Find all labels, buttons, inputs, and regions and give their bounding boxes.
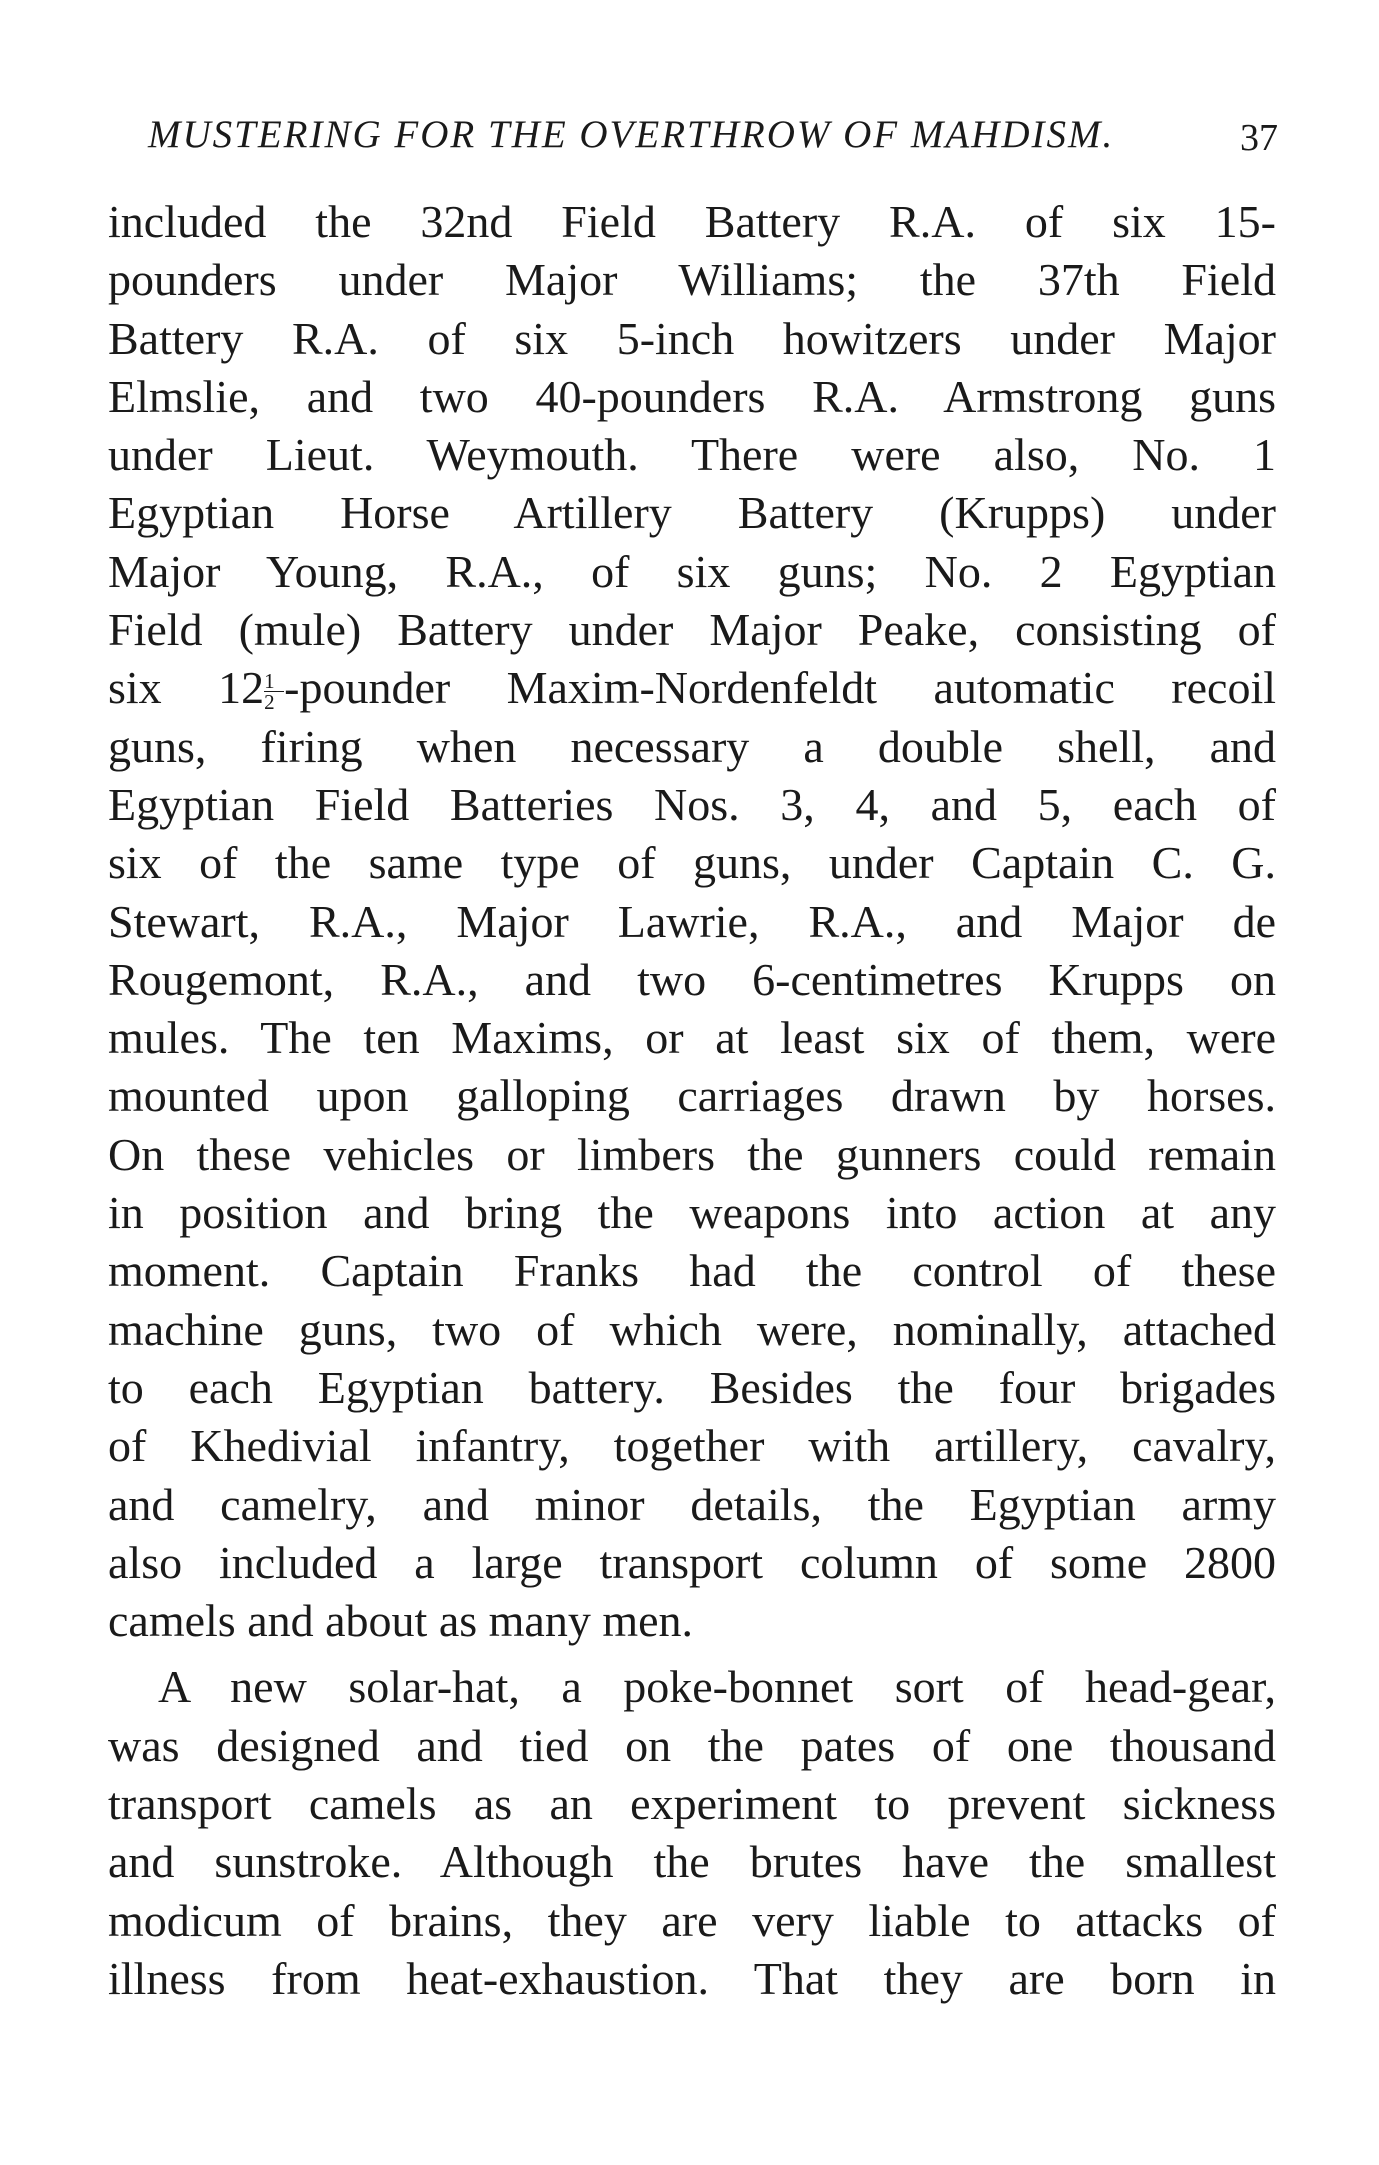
text-line: On these vehicles or limbers the gunners could remain — [108, 1128, 1276, 1180]
text-line-paragraph-end: camels and about as many men. — [108, 1595, 694, 1647]
body-text — [108, 193, 1276, 2008]
text-line: mules. The ten Maxims, or at least six of them, were — [108, 1012, 1276, 1064]
text-line: Stewart, R.A., Major Lawrie, R.A., and Major de — [108, 895, 1276, 947]
text-line-with-fraction — [108, 659, 1276, 717]
text-line: illness from heat-exhaustion. That they are born in — [108, 1952, 1276, 2004]
text-line: transport camels as an experiment to prevent sickness — [108, 1778, 1276, 1830]
text-segment: -pounder Maxim-Nordenfeldt automatic recoil — [284, 662, 1277, 714]
page-number: 37 — [1240, 117, 1278, 159]
text-line: of Khedivial infantry, together with artillery, cavalry, — [108, 1420, 1276, 1472]
text-line: Egyptian Horse Artillery Battery (Krupps) under — [108, 487, 1276, 539]
text-segment: six 12 — [108, 662, 265, 714]
text-line: pounders under Major Williams; the 37th Field — [108, 254, 1276, 306]
text-line: in position and bring the weapons into action at any — [108, 1187, 1276, 1239]
text-line: Battery R.A. of six 5-inch howitzers under Major — [108, 312, 1276, 364]
text-line: was designed and tied on the pates of one thousand — [108, 1719, 1276, 1771]
text-line: moment. Captain Franks had the control of these — [108, 1245, 1276, 1297]
running-title: MUSTERING FOR THE OVERTHROW OF MAHDISM. — [148, 113, 1115, 156]
text-line: included the 32nd Field Battery R.A. of six 15- — [108, 196, 1276, 247]
text-line: Rougemont, R.A., and two 6-centimetres Krupps on — [108, 953, 1276, 1005]
text-line: also included a large transport column of some 2800 — [108, 1536, 1276, 1588]
text-line: Field (mule) Battery under Major Peake, consisting of — [108, 604, 1276, 656]
text-line: Elmslie, and two 40-pounders R.A. Armstrong guns — [108, 370, 1276, 422]
fraction-denominator: 2 — [264, 691, 284, 712]
text-line: modicum of brains, they are very liable to attacks of — [108, 1894, 1276, 1946]
text-line: and camelry, and minor details, the Egyptian army — [108, 1478, 1276, 1530]
text-line: Egyptian Field Batteries Nos. 3, 4, and 5, each of — [108, 778, 1276, 830]
text-line: guns, firing when necessary a double shell, and — [108, 720, 1276, 772]
fraction-one-half — [264, 669, 284, 715]
text-line: to each Egyptian battery. Besides the four brigades — [108, 1361, 1276, 1413]
text-line: mounted upon galloping carriages drawn by horses. — [108, 1070, 1276, 1122]
text-line: six of the same type of guns, under Captain C. G. — [108, 837, 1276, 889]
running-head — [148, 112, 1278, 162]
text-line: machine guns, two of which were, nominally, attached — [108, 1303, 1276, 1355]
text-line-paragraph-start: A new solar-hat, a poke-bonnet sort of head-gear, — [158, 1661, 1276, 1713]
text-line: under Lieut. Weymouth. There were also, No. 1 — [108, 429, 1276, 481]
fraction-numerator: 1 — [264, 669, 275, 694]
text-line: Major Young, R.A., of six guns; No. 2 Egyptian — [108, 545, 1276, 597]
text-line: and sunstroke. Although the brutes have the smallest — [108, 1836, 1276, 1888]
